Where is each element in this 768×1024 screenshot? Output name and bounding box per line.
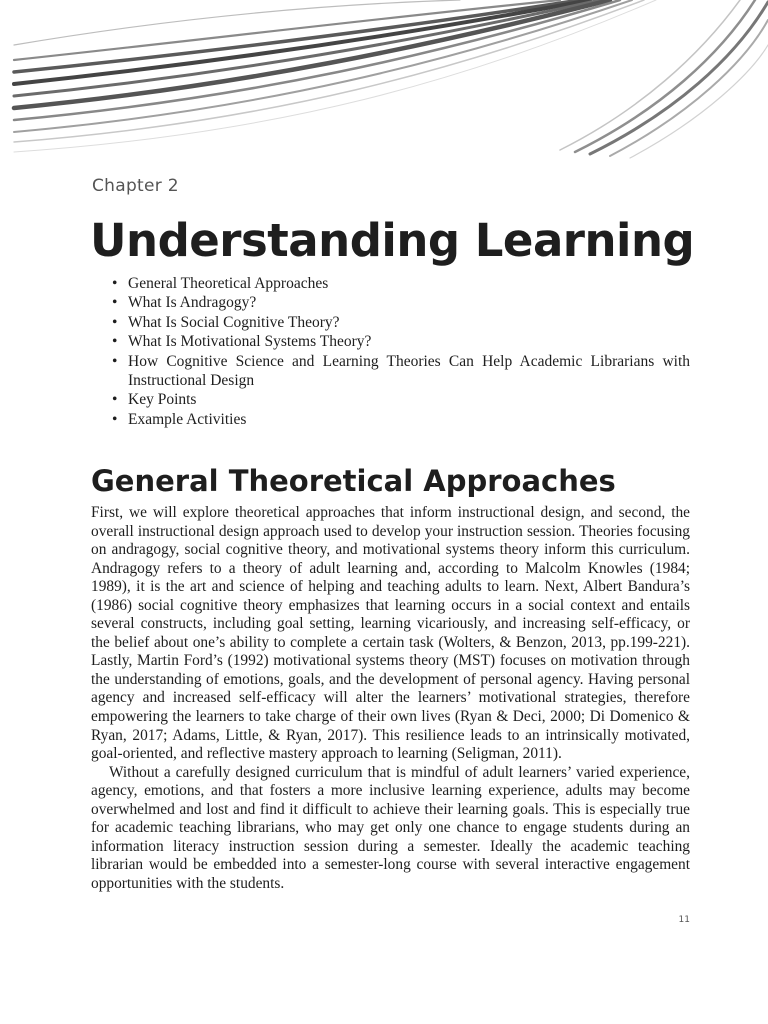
- body-paragraph: First, we will explore theoretical approaches that inform instructional design, and second, the overall instructional design approach used to develop your instruction session. Theories focusing on andragogy, social cognitive theory, and motivational systems theory inform this curriculum. Andragogy refers to a theory of adult learning and, according to Malcolm Knowles (1984; 1989), it is the art and science of helping and teaching adults to learn. Next, Albert Bandura’s (1986) social cognitive theory emphasizes that learning occurs in a social context and entails several constructs, including goal setting, learning vicariously, and increasing self-efficacy, or the belief about one’s ability to complete a certain task (Wolters, & Benzon, 2013, pp.199-221). Lastly, Martin Ford’s (1992) motivational systems theory (MST) focuses on motivation through the understanding of emotions, goals, and the development of personal agency. Having personal agency and increased self-efficacy will alter the learners’ motivational strategies, therefore empowering the learners to take charge of their own lives (Ryan & Deci, 2000; Di Domenico & Ryan, 2017; Adams, Little, & Ryan, 2017). This resilience leads to an intrinsically motivated, goal-oriented, and reflective mastery approach to learning (Seligman, 2011).: [91, 504, 690, 763]
- section-heading: General Theoretical Approaches: [91, 464, 616, 498]
- bullet-icon: •: [112, 391, 118, 409]
- contents-list-item: [112, 352, 690, 391]
- bullet-icon: •: [112, 275, 118, 292]
- contents-item-label: How Cognitive Science and Learning Theories Can Help Academic Librarians with Instructional Design: [128, 352, 690, 390]
- bullet-icon: •: [112, 294, 118, 312]
- contents-list-item: [112, 274, 690, 293]
- contents-item-label: What Is Social Cognitive Theory?: [128, 313, 340, 331]
- chapter-contents-list: [112, 274, 690, 429]
- chapter-title: Understanding Learning: [90, 214, 695, 267]
- contents-item-label: Example Activities: [128, 410, 247, 428]
- contents-list-item: [112, 313, 690, 332]
- bullet-icon: •: [112, 333, 118, 351]
- bullet-icon: •: [112, 410, 118, 428]
- contents-list-item: [112, 293, 690, 312]
- contents-item-label: What Is Motivational Systems Theory?: [128, 333, 372, 351]
- chapter-label: Chapter 2: [92, 176, 179, 196]
- bullet-icon: •: [112, 313, 118, 331]
- contents-list-item: [112, 390, 690, 409]
- contents-list-item: [112, 410, 690, 429]
- decorative-swoosh-banner: [0, 0, 768, 160]
- page-number: 11: [678, 915, 690, 925]
- contents-item-label: Key Points: [128, 391, 197, 409]
- bullet-icon: •: [112, 352, 118, 370]
- contents-item-label: General Theoretical Approaches: [128, 275, 329, 292]
- body-paragraph: Without a carefully designed curriculum that is mindful of adult learners’ varied experience, agency, emotions, and that fosters a more inclusive learning experience, adults may become overwhelmed and lost and find it difficult to achieve their learning goals. This is especially true for academic teaching librarians, who may get only one chance to engage students during an information literacy instruction session during a semester. Ideally the academic teaching librarian would be embedded into a semester-long course with several interactive engagement opportunities with the students.: [91, 763, 690, 892]
- contents-item-label: What Is Andragogy?: [128, 294, 257, 312]
- section-body: [91, 504, 690, 893]
- contents-list-item: [112, 332, 690, 351]
